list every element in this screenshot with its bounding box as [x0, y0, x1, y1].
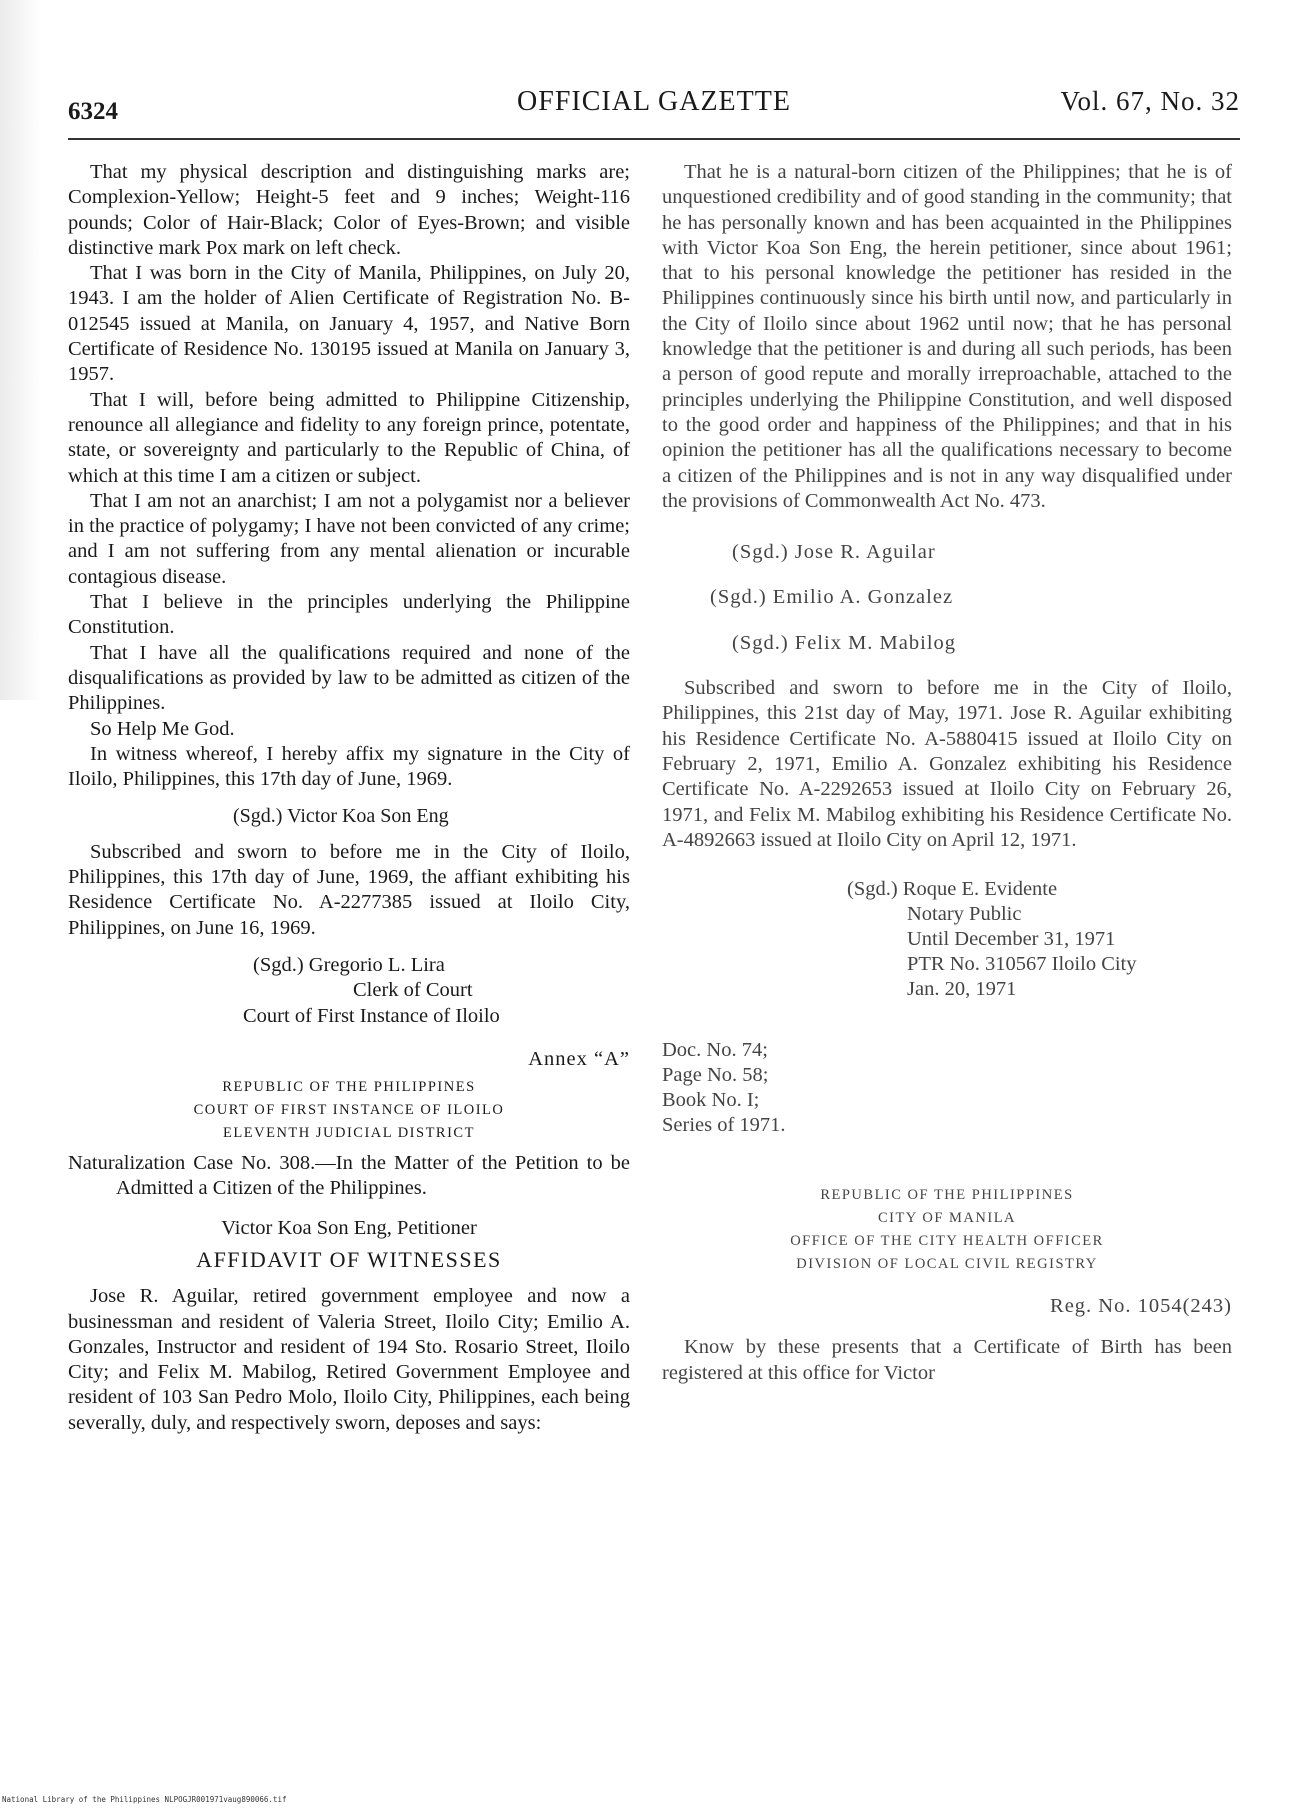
paragraph: Subscribed and sworn to before me in the City of Iloilo, Philippines, this 21st day of May, 1971. Jose R. Aguilar exhibiting his Residence Certificate No. A-5880415 issued at Iloilo City on February 2, 1971, Emilio A. Gonzalez exhibiting his Residence Certificate No. A-2292653 issued at Iloilo City on February 26, 1971, and Felix M. Mabilog exhibiting his Residence Certificate No. A-4892663 issued at Iloilo City on April 12, 1971.	[662, 677, 1232, 851]
clerk-court: Court of First Instance of Iloilo	[243, 1004, 500, 1027]
registry-heading	[662, 1184, 1232, 1276]
notary-commission: Until December 31, 1971	[907, 928, 1116, 951]
court-heading-line: ELEVENTH JUDICIAL DISTRICT	[223, 1125, 475, 1142]
witness-signatures	[662, 540, 1232, 656]
registry-heading-line: REPUBLIC OF THE PHILIPPINES	[820, 1187, 1074, 1204]
paragraph: Subscribed and sworn to before me in the City of Iloilo, Philippines, this 17th day of June, 1969, the affiant exhibiting his Residence Certificate No. A-2277385 issued at Iloilo City, Philippines, on June 16, 1969.	[68, 840, 630, 939]
registration-number: Reg. No. 1054(243)	[1050, 1295, 1232, 1318]
annex-label: Annex “A”	[528, 1047, 630, 1070]
doc-number: Doc. No. 74;	[662, 1039, 768, 1062]
page-number: 6324	[68, 98, 118, 125]
paragraph: That I was born in the City of Manila, Philippines, on July 20, 1943. I am the holder of Alien Certificate of Registration No. B-012545 issued at Manila, on January 4, 1957, and Native Born Certificate of Residence No. 130195 issued at Manila on January 3, 1957.	[68, 262, 630, 386]
witness-signature: (Sgd.) Jose R. Aguilar	[732, 541, 936, 564]
notary-title: Notary Public	[907, 903, 1022, 926]
document-register	[662, 1038, 1232, 1138]
left-column	[68, 160, 630, 1436]
clerk-signature-block	[68, 953, 630, 1029]
petitioner-name: Victor Koa Son Eng, Petitioner	[221, 1216, 477, 1239]
registry-heading-line: CITY OF MANILA	[877, 1210, 1017, 1227]
petitioner-signature: (Sgd.) Victor Koa Son Eng	[233, 805, 449, 828]
right-column	[662, 160, 1232, 1386]
notary-block	[662, 877, 1232, 1002]
gazette-title: OFFICIAL GAZETTE	[517, 86, 791, 117]
clerk-title: Clerk of Court	[353, 979, 473, 1002]
paragraph: That my physical description and distinguishing marks are; Complexion-Yellow; Height-5 feet and 9 inches; Weight-116 pounds; Color of Hair-Black; Color of Eyes-Brown; and visible distinctive mark Pox mark on left check.	[68, 161, 630, 259]
witness-signature: (Sgd.) Felix M. Mabilog	[732, 631, 957, 654]
book-number: Book No. I;	[662, 1089, 760, 1112]
court-heading-line: COURT OF FIRST INSTANCE OF ILOILO	[193, 1102, 505, 1119]
paragraph: In witness whereof, I hereby affix my signature in the City of Iloilo, Philippines, this 17th day of June, 1969.	[68, 742, 630, 791]
paragraph: That I believe in the principles underlying the Philippine Constitution.	[68, 591, 630, 639]
registry-heading-line: OFFICE OF THE CITY HEALTH OFFICER	[790, 1233, 1104, 1250]
court-heading-line: REPUBLIC OF THE PHILIPPINES	[222, 1079, 476, 1096]
paragraph: That he is a natural-born citizen of the Philippines; that he is of unquestioned credibility and of good standing in the community; that he has personally known and has been acquainted in the Philippines with Victor Koa Son Eng, the herein petitioner, since about 1961; that to his personal knowledge the petitioner has resided in the Philippines continuously since his birth until now, and particularly in the City of Iloilo since about 1962 until now; that he has personal knowledge that the petitioner is and during all such periods, has been a person of good repute and morally irreproachable, attached to the principles underlying the Philippine Constitution, and well disposed to the good order and happiness of the Philippines; and that in his opinion the petitioner has all the qualifications necessary to become a citizen of the Philippines and is not in any way disqualified under the provisions of Commonwealth Act No. 473.	[662, 161, 1232, 512]
paragraph: That I have all the qualifications required and none of the disqualifications as provided by law to be admitted as citizen of the Philippines.	[68, 641, 630, 715]
paragraph: Jose R. Aguilar, retired government employee and now a businessman and resident of Valeria Street, Iloilo City; Emilio A. Gonzales, Instructor and resident of 194 Sto. Rosario Street, Iloilo City; and Felix M. Mabilog, Retired Government Employee and resident of 103 San Pedro Molo, Iloilo City, Philippines, each being severally, duly, and respectively sworn, deposes and says:	[68, 1285, 630, 1434]
volume-number: Vol. 67, No. 32	[1060, 86, 1240, 116]
notary-signature: (Sgd.) Roque E. Evidente	[847, 878, 1058, 901]
paragraph: That I am not an anarchist; I am not a polygamist nor a believer in the practice of polygamy; I have not been convicted of any crime; and I am not suffering from any mental alienation or incurable contagious disease.	[68, 489, 630, 588]
clerk-signature: (Sgd.) Gregorio L. Lira	[253, 953, 445, 976]
scan-footer: National Library of the Philippines NLPOGJR001971vaug890066.tif	[2, 1795, 287, 1804]
scan-edge-shadow	[0, 0, 42, 700]
paragraph: That I will, before being admitted to Philippine Citizenship, renounce all allegiance and fidelity to any foreign prince, potentate, state, or sovereignty and particularly to the Republic of China, of which at this time I am a citizen or subject.	[68, 388, 630, 487]
paragraph: Know by these presents that a Certificate of Birth has been registered at this office for Victor	[662, 1336, 1232, 1384]
page-header	[68, 84, 1240, 128]
court-heading	[68, 1076, 630, 1145]
notary-ptr: PTR No. 310567 Iloilo City	[907, 953, 1137, 976]
series-year: Series of 1971.	[662, 1114, 786, 1137]
page-number-entry: Page No. 58;	[662, 1064, 769, 1087]
case-caption: Naturalization Case No. 308.—In the Matter of the Petition to be Admitted a Citizen of the Philippines.	[68, 1152, 630, 1200]
affidavit-title: AFFIDAVIT OF WITNESSES	[196, 1246, 502, 1272]
registry-heading-line: DIVISION OF LOCAL CIVIL REGISTRY	[796, 1256, 1098, 1273]
witness-signature: (Sgd.) Emilio A. Gonzalez	[710, 586, 954, 609]
paragraph: So Help Me God.	[90, 717, 235, 740]
notary-ptr-date: Jan. 20, 1971	[907, 978, 1017, 1001]
header-rule	[68, 138, 1240, 140]
